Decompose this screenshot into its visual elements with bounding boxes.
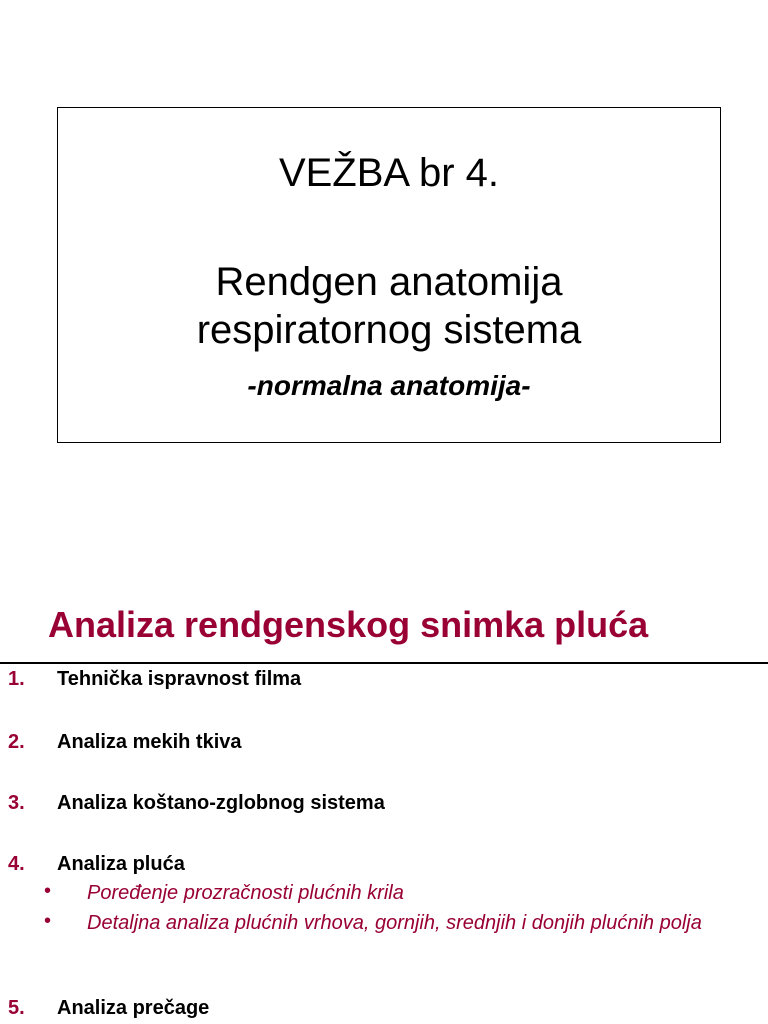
title-box [57, 107, 721, 443]
bullet-icon: • [44, 880, 52, 902]
list-item-label: Analiza mekih tkiva [57, 731, 242, 753]
subtitle-line-1: Rendgen anatomija [215, 260, 563, 304]
heading-divider [0, 662, 768, 664]
subtitle-line-2: respiratornog sistema [196, 308, 582, 352]
sub-list-item-text: Poređenje prozračnosti plućnih krila [87, 882, 404, 904]
bullet-icon: • [44, 910, 52, 932]
subtitle-note: -normalna anatomija- [247, 370, 531, 401]
list-item-label: Analiza pluća [57, 853, 185, 875]
slide-title: VEŽBA br 4. [278, 151, 500, 195]
list-item-number: 2. [8, 731, 25, 753]
section-heading: Analiza rendgenskog snimka pluća [48, 604, 649, 645]
list-item-number: 5. [8, 997, 25, 1019]
list-item-number: 1. [8, 668, 25, 690]
list-item-number: 4. [8, 853, 25, 875]
list-item-label: Analiza koštano-zglobnog sistema [57, 792, 385, 814]
list-item-number: 3. [8, 792, 25, 814]
content-slide [0, 512, 768, 1024]
list-item-label: Tehnička ispravnost filma [57, 668, 302, 690]
list-item-label: Analiza prečage [57, 997, 210, 1019]
sub-list-item-text: Detaljna analiza plućnih vrhova, gornjih, srednjih i donjih plućnih polja [87, 912, 702, 934]
slide-subtitle [58, 258, 720, 354]
